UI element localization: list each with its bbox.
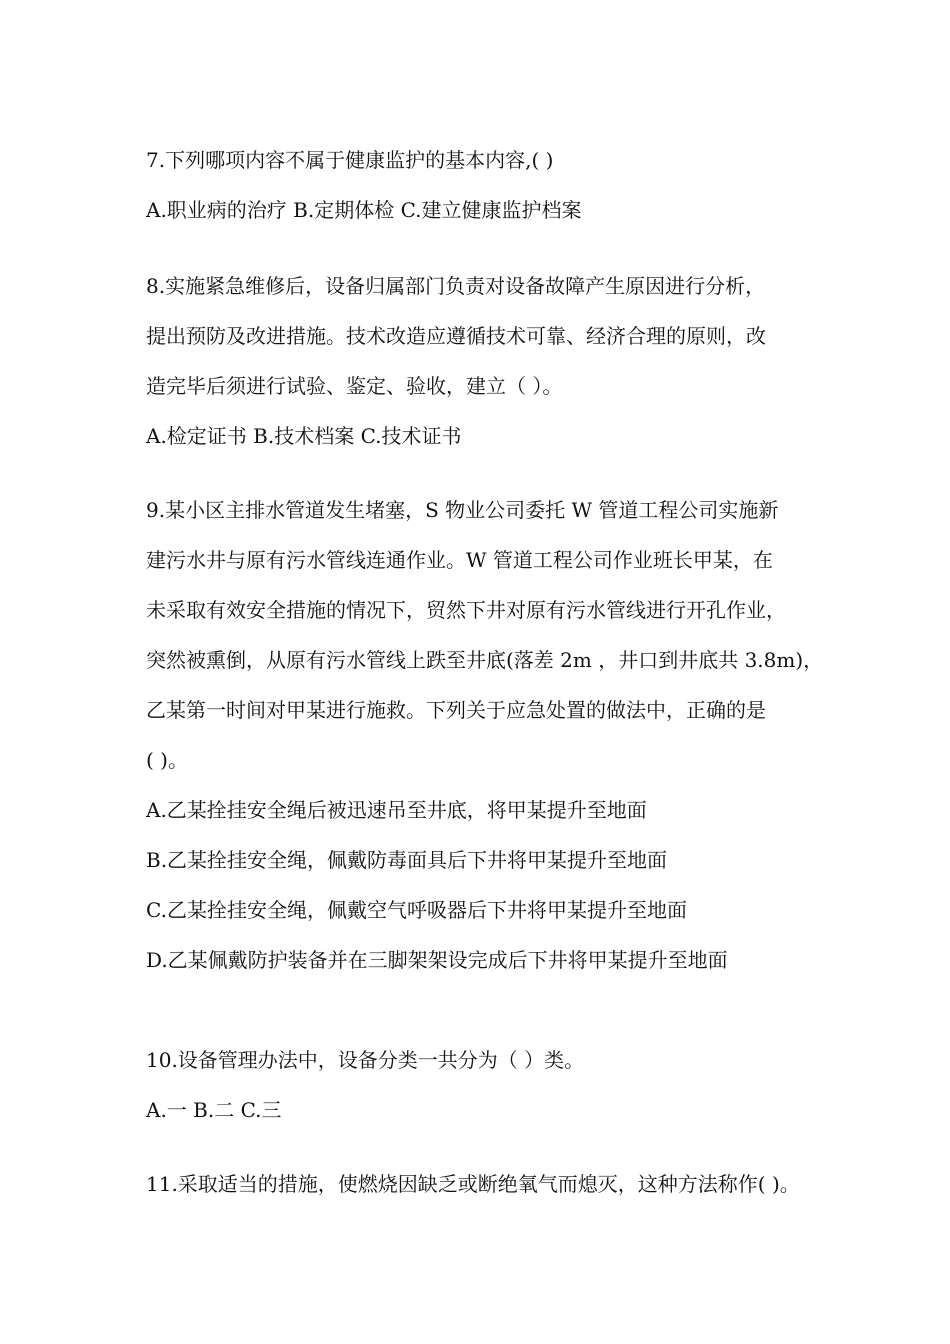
- question-8-stem-line-1: 8.实施紧急维修后，设备归属部门负责对设备故障产生原因进行分析，: [146, 274, 766, 298]
- question-10-stem: 10.设备管理办法中，设备分类一共分为（ ）类。: [146, 1048, 585, 1072]
- question-9-option-b: B.乙某拴挂安全绳，佩戴防毒面具后下井将甲某提升至地面: [146, 848, 668, 872]
- question-9-stem-line-3: 未采取有效安全措施的情况下，贸然下井对原有污水管线进行开孔作业，: [146, 598, 786, 622]
- question-11-stem: 11.采取适当的措施，使燃烧因缺乏或断绝氧气而熄灭，这种方法称作( )。: [146, 1172, 800, 1196]
- question-8-stem-line-2: 提出预防及改进措施。技术改造应遵循技术可靠、经济合理的原则，改: [146, 324, 766, 348]
- question-7-options: A.职业病的治疗 B.定期体检 C.建立健康监护档案: [146, 198, 582, 222]
- question-9-stem-line-1: 9.某小区主排水管道发生堵塞，S 物业公司委托 W 管道工程公司实施新: [146, 498, 779, 522]
- question-9-option-d: D.乙某佩戴防护装备并在三脚架架设完成后下井将甲某提升至地面: [146, 948, 728, 972]
- question-9-stem-line-4: 突然被熏倒，从原有污水管线上跌至井底(落差 2m ，井口到井底共 3.8m)，: [146, 648, 824, 672]
- question-9-stem-line-2: 建污水井与原有污水管线连通作业。W 管道工程公司作业班长甲某，在: [146, 548, 773, 572]
- question-10-options: A.一 B.二 C.三: [146, 1098, 282, 1122]
- question-8-stem-line-3: 造完毕后须进行试验、鉴定、验收，建立（ ）。: [146, 374, 563, 398]
- question-9-stem-line-5: 乙某第一时间对甲某进行施救。下列关于应急处置的做法中，正确的是: [146, 698, 766, 722]
- question-9-stem-line-6: ( )。: [146, 748, 188, 772]
- question-9-option-a: A.乙某拴挂安全绳后被迅速吊至井底，将甲某提升至地面: [146, 798, 647, 822]
- question-7-stem: 7.下列哪项内容不属于健康监护的基本内容,( ): [146, 148, 554, 172]
- question-9-option-c: C.乙某拴挂安全绳，佩戴空气呼吸器后下井将甲某提升至地面: [146, 898, 687, 922]
- question-8-options: A.检定证书 B.技术档案 C.技术证书: [146, 424, 462, 448]
